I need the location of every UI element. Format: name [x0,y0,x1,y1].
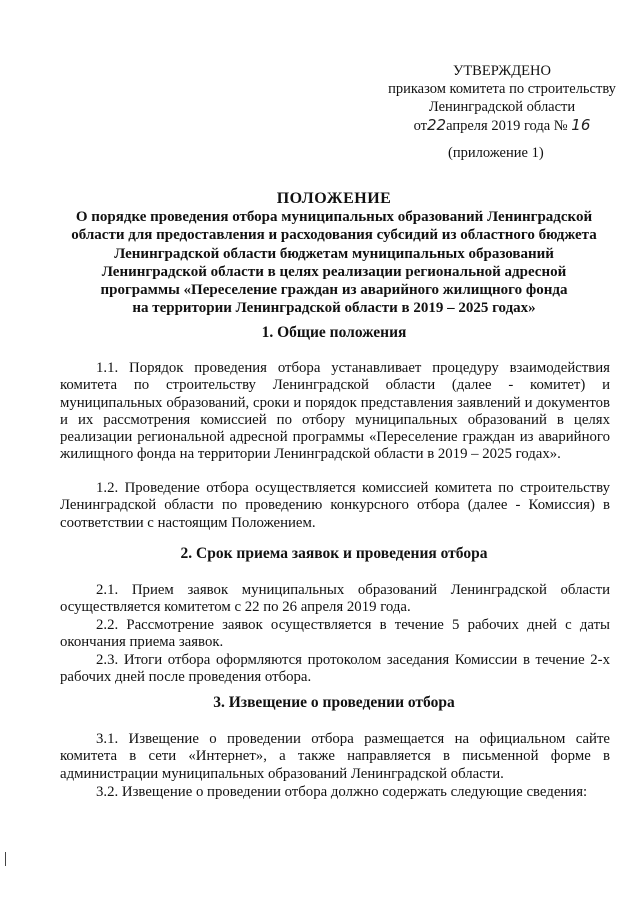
approval-region-line: Ленинградской области [428,99,576,115]
approval-label: УТВЕРЖДЕНО [453,63,551,79]
title-line-7: на территории Ленинградской области в 2019 – 2025 годах» [132,300,536,317]
section-2-heading: 2. Срок приема заявок и проведения отбора [180,545,488,562]
approval-date-line [382,116,622,135]
approval-date-day: 22 [427,116,447,134]
paragraph-2-1: 2.1. Прием заявок муниципальных образований Ленинградской области осуществляется комитетом с 22 по 26 апреля 2019 года. [60,582,610,616]
paragraph-3-2: 3.2. Извещение о проведении отбора должно содержать следующие сведения: [96,784,588,800]
paragraph-1-1: 1.1. Порядок проведения отбора устанавливает процедуру взаимодействия комитета по строительству Ленинградской области (далее - комитет) и муниципальных образований, сроки и порядок представления заявлений и документов и их рассмотрения комиссией по отбору муниципальных образований в целях реализации региональной адресной программы «Переселение граждан из аварийного жилищного фонда на территории Ленинградской области в 2019 – 2025 годах». [60,360,610,463]
paragraph-3-1: 3.1. Извещение о проведении отбора размещается на официальном сайте комитета в сети «Интернет», а также направляется в письменной форме в администрации муниципальных образований Ленинградской области. [60,731,610,782]
approval-date-prefix: от [413,118,428,134]
approval-block [382,62,622,135]
title-line-5: Ленинградской области в целях реализации региональной адресной [101,263,567,280]
title-line-1: ПОЛОЖЕНИЕ [276,190,392,207]
appendix-note: (приложение 1) [448,145,544,161]
approval-order-line: приказом комитета по строительству [388,81,616,97]
approval-date-rest: апреля 2019 года № [446,118,568,134]
scan-edge-mark [5,852,6,866]
title-line-2: О порядке проведения отбора муниципальных образований Ленинградской [75,209,593,226]
title-line-6: программы «Переселение граждан из аварийного жилищного фонда [100,282,568,299]
title-line-3: области для предоставления и расходования субсидий из областного бюджета [71,227,597,244]
paragraph-1-2: 1.2. Проведение отбора осуществляется комиссией комитета по строительству Ленинградской области по проведению конкурсного отбора (далее - Комиссия) в соответствии с настоящим Положением. [60,480,610,531]
paragraph-2-3: 2.3. Итоги отбора оформляются протоколом заседания Комиссии в течение 2-х рабочих дней после проведения отбора. [60,652,610,686]
section-3-heading: 3. Извещение о проведении отбора [213,694,455,711]
approval-order-number: 16 [571,116,591,134]
title-line-4: Ленинградской области бюджетам муниципальных образований [114,245,554,262]
document-title [60,190,608,317]
paragraph-2-2: 2.2. Рассмотрение заявок осуществляется в течение 5 рабочих дней с даты окончания приема заявок. [60,617,610,651]
section-1-heading: 1. Общие положения [261,324,407,341]
